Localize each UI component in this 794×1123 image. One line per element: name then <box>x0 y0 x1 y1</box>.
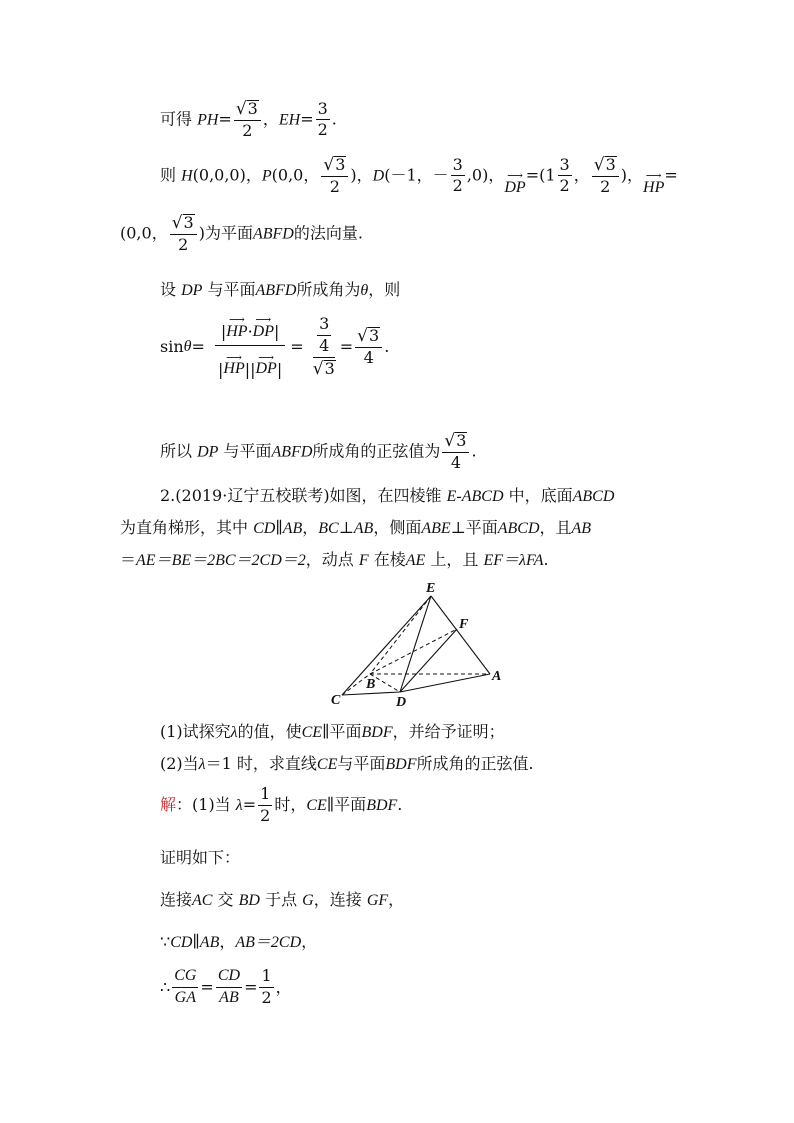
label-e: E <box>426 581 436 596</box>
var: EH <box>278 111 301 129</box>
fraction: $\frac{CD}{AB}$ <box>217 967 241 1006</box>
line-12: 解：(1)当 λ= $\frac{1}{2}$ 时，CE∥平面BDF. <box>160 784 403 825</box>
edge-eb <box>370 596 431 674</box>
solution-label: 解 <box>160 794 177 814</box>
line-8: 为直角梯形，其中 CD∥AB，BC⊥AB，侧面ABE⊥平面ABCD，且AB <box>120 518 592 537</box>
line-1 <box>160 100 337 140</box>
line-15: ∵CD∥AB，AB＝2CD， <box>160 932 318 951</box>
label-d: D <box>396 695 407 710</box>
fraction: √ 3 2 <box>321 156 348 196</box>
label-c: C <box>331 693 341 708</box>
label-f: F <box>459 617 469 632</box>
line-16: ∴ $\frac{CG}{GA}$ = $\frac{CD}{AB}$ = $\frac{1}{2}$ ， <box>160 966 292 1007</box>
fraction: √ 3 4 <box>442 432 469 472</box>
text: . <box>331 109 337 129</box>
fraction: $\frac{1}{2}$ <box>260 784 271 825</box>
line-2: 则 H(0,0,0)，P(0,0， √ 3 2 )，D(－1，－ $\frac{3}{2}$ ,0)， ⟶ DP =(1 $\frac{3}{2}$ ， √ 3 2 )， ⟶ HP = <box>160 154 678 196</box>
fraction: √ 3 4 <box>355 327 382 367</box>
fraction: √ 3 2 <box>170 214 197 254</box>
line-10: (1)试探究λ的值，使CE∥平面BDF，并给予证明； <box>160 722 505 741</box>
edge-cd <box>342 692 400 695</box>
line-6: 所以 DP 与平面ABFD所成角的正弦值为 √ 3 4 . <box>160 430 477 472</box>
edge-ec <box>342 596 431 695</box>
edge-ea <box>431 596 490 674</box>
vector-dp: ⟶ DP <box>504 168 526 196</box>
fraction: $\frac{3}{2}$ <box>317 98 328 140</box>
text: ， <box>262 109 279 129</box>
label-b: B <box>366 677 376 692</box>
fraction: √ 3 2 <box>234 100 261 140</box>
line-4: 设 DP 与平面ABFD所成角为θ，则 <box>160 280 401 299</box>
pyramid-figure <box>328 578 508 710</box>
label-a: A <box>492 669 502 684</box>
line-5-sin-formula: sinθ= | ⟶ HP · ⟶ DP | | ⟶ HP || ⟶ DP | = $\frac{3}{4}$ √ 3 = √ 3 4 . <box>160 313 390 379</box>
fraction: $\frac{3}{4}$ √ 3 <box>312 314 335 379</box>
edge-ed <box>400 596 431 692</box>
op: = <box>300 109 314 129</box>
line-3: (0,0， √ 3 2 )为平面ABFD的法向量. <box>120 212 363 254</box>
fraction: $\frac{1}{2}$ <box>261 966 272 1007</box>
line-9: ＝AE＝BE＝2BC＝2CD＝2，动点 F 在棱AE 上，且 EF＝λFA. <box>120 550 549 569</box>
fraction: √ 3 2 <box>592 156 619 196</box>
line-13: 证明如下： <box>160 848 241 867</box>
fraction: $\frac{3}{2}$ <box>452 154 463 196</box>
op: = <box>218 109 232 129</box>
vector-hp: ⟶ HP <box>643 168 665 196</box>
line-14: 连接AC 交 BD 于点 G，连接 GF， <box>160 890 405 909</box>
line-11: (2)当λ＝1 时，求直线CE与平面BDF所成角的正弦值. <box>160 754 534 773</box>
fraction-big: | ⟶ HP · ⟶ DP | | ⟶ HP || ⟶ DP | <box>212 316 288 378</box>
text: 可得 <box>160 109 198 129</box>
var: PH <box>197 111 219 129</box>
line-7: 2.(2019·辽宁五校联考)如图，在四棱锥 E-ABCD 中，底面ABCD <box>160 486 615 505</box>
fraction: $\frac{3}{2}$ <box>559 154 570 196</box>
fraction: $\frac{CG}{GA}$ <box>174 967 197 1006</box>
